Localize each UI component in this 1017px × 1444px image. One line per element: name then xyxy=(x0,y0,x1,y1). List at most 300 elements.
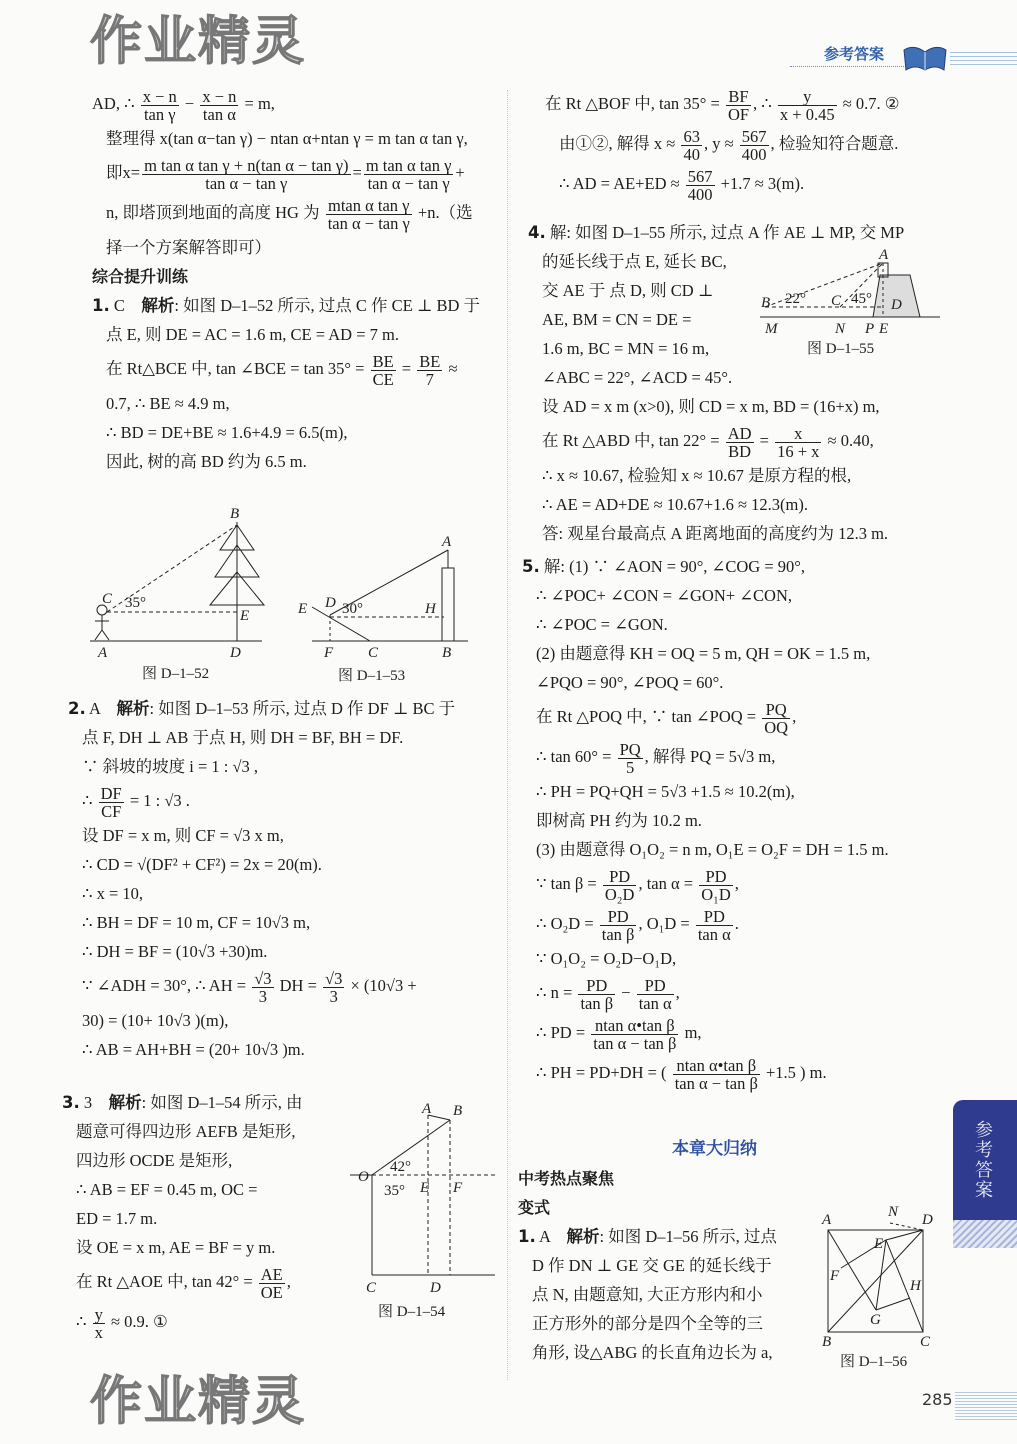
fraction-numerator: PQ xyxy=(619,739,641,759)
right-top-block xyxy=(545,84,955,204)
section-heading: 综合提升训练 xyxy=(92,267,189,286)
text-line xyxy=(62,1204,352,1233)
side-tab-label: 参考答案 xyxy=(972,1120,993,1200)
text-line xyxy=(68,850,498,879)
text-line xyxy=(545,84,955,124)
math-fraction xyxy=(591,1017,678,1052)
text-run: (3) 由题意得 O₁O₂ = n m, O₁E = O₂F = DH = 1.5 m. xyxy=(536,840,889,859)
fraction-denominator: 400 xyxy=(741,144,767,164)
text-line xyxy=(545,124,955,164)
text-run: = 1 : √3 . xyxy=(125,791,190,810)
text-line xyxy=(68,752,498,781)
fraction-denominator: O₂D xyxy=(604,884,635,904)
label-A: A xyxy=(822,1212,832,1228)
label-M: M xyxy=(765,321,778,337)
fraction-numerator: DF xyxy=(100,783,122,803)
label-D: D xyxy=(230,645,241,661)
text-run: − xyxy=(180,94,199,113)
text-run: 在 Rt △POQ 中, ∵ tan ∠POQ = xyxy=(536,707,761,726)
label-C: C xyxy=(102,591,113,607)
text-line xyxy=(522,668,942,697)
label-F: F xyxy=(830,1268,840,1284)
text-run: ≈ 0.40, xyxy=(823,431,874,450)
fraction-numerator: y xyxy=(778,88,837,106)
column-divider xyxy=(507,90,508,1380)
math-fraction xyxy=(603,868,637,903)
fraction-denominator: tan α − tan γ xyxy=(205,173,288,193)
text-line xyxy=(68,937,498,966)
text-run: ∴ AB = EF = 0.45 m, OC = xyxy=(76,1180,258,1199)
text-run: ED = 1.7 m. xyxy=(76,1209,158,1228)
math-fraction xyxy=(686,168,715,203)
text-line xyxy=(522,835,942,864)
math-fraction xyxy=(578,977,615,1012)
fraction-denominator: tan α − tan γ xyxy=(367,173,450,193)
text-run: ∴ ∠POC+ ∠CON = ∠GON+ ∠CON, xyxy=(536,586,792,605)
question-5-block xyxy=(522,552,942,1093)
text-line xyxy=(92,418,502,447)
text-line xyxy=(92,291,502,320)
label-angle: 30° xyxy=(342,601,363,617)
bold-label: 解析 xyxy=(108,1093,142,1112)
text-line xyxy=(522,1053,942,1093)
question-3-block xyxy=(62,1088,352,1342)
text-run: A xyxy=(85,699,117,718)
text-run: , xyxy=(792,707,797,726)
text-run: A xyxy=(535,1227,567,1246)
text-line xyxy=(62,1175,352,1204)
text-run: 题意可得四边形 AEFB 是矩形, xyxy=(76,1122,296,1141)
math-fraction xyxy=(726,88,751,123)
label-A: A xyxy=(442,534,452,550)
math-fraction xyxy=(681,128,702,163)
math-fraction xyxy=(618,741,643,776)
fraction-denominator: tan β xyxy=(580,993,614,1013)
side-tab[interactable] xyxy=(953,1100,1017,1220)
text-line xyxy=(528,490,948,519)
text-line xyxy=(522,552,942,581)
text-run: ∴ PH = PD+DH = ( xyxy=(536,1063,671,1082)
text-line xyxy=(92,84,502,124)
text-run: 择一个方案解答即可） xyxy=(106,238,271,257)
bold-label: 3. xyxy=(62,1093,80,1112)
text-run: ∵ tan β = xyxy=(536,874,601,893)
fraction-numerator: PD xyxy=(696,908,733,926)
text-line xyxy=(522,697,942,737)
text-line xyxy=(522,973,942,1013)
label-G: G xyxy=(870,1312,881,1328)
watermark-bottom: 作业精灵 xyxy=(90,1372,307,1432)
text-run: = xyxy=(397,359,416,378)
text-run: ∴ BD = DE+BE ≈ 1.6+4.9 = 6.5(m), xyxy=(106,423,348,442)
text-line xyxy=(528,218,948,247)
fraction-denominator: 40 xyxy=(683,144,700,164)
text-run: ∴ n = xyxy=(536,983,577,1002)
figure-caption: 图 D–1–52 xyxy=(142,666,210,682)
header-title: 参考答案 xyxy=(824,45,885,63)
text-run: = xyxy=(755,431,774,450)
fraction-denominator: OE xyxy=(260,1282,283,1302)
figure-caption: 图 D–1–56 xyxy=(840,1354,908,1370)
text-run: 在 Rt△BCE 中, tan ∠BCE = tan 35° = xyxy=(106,359,369,378)
label-D: D xyxy=(922,1212,933,1228)
header-decoration-lines xyxy=(950,52,1017,68)
fraction-denominator: 400 xyxy=(687,184,713,204)
label-B: B xyxy=(453,1103,463,1119)
math-fraction xyxy=(600,908,637,943)
text-run: : 如图 D–1–54 所示, 由 xyxy=(141,1093,303,1112)
fraction-denominator: tan α − tan β xyxy=(593,1033,677,1053)
text-run: ∵ 斜坡的坡度 i = 1 : √3 , xyxy=(82,757,259,776)
page-header xyxy=(790,40,1017,80)
math-fraction xyxy=(417,353,442,388)
text-run: = xyxy=(352,163,362,182)
text-run: 的延长线于点 E, 延长 BC, xyxy=(542,252,727,271)
label-A: A xyxy=(879,247,889,263)
text-run: 点 F, DH ⊥ AB 于点 H, 则 DH = BF, BH = DF. xyxy=(82,728,404,747)
text-run: 30) = (10+ 10√3 )(m), xyxy=(82,1011,229,1030)
math-fraction xyxy=(726,425,754,460)
math-fraction xyxy=(323,970,344,1005)
text-run: AD, ∴ xyxy=(92,94,139,113)
label-B: B xyxy=(230,506,240,522)
label-angle-42: 42° xyxy=(390,1159,411,1175)
math-fraction xyxy=(364,157,454,192)
text-run: , tan α = xyxy=(638,874,698,893)
label-E: E xyxy=(298,601,308,617)
figure-d155 xyxy=(755,245,945,360)
fraction-numerator: BE xyxy=(372,351,394,371)
fraction-denominator: x xyxy=(94,1322,103,1342)
text-line xyxy=(92,389,502,418)
math-fraction xyxy=(93,1306,105,1341)
label-N: N xyxy=(888,1204,899,1220)
text-line xyxy=(522,806,942,835)
label-F: F xyxy=(453,1180,463,1196)
text-line xyxy=(68,781,498,821)
fraction-numerator: x xyxy=(775,425,821,443)
fraction-numerator: PD xyxy=(637,977,674,995)
question-2-block xyxy=(68,694,498,1064)
text-line xyxy=(528,363,948,392)
fraction-denominator: 3 xyxy=(329,986,338,1006)
figure-caption: 图 D–1–53 xyxy=(338,668,406,684)
text-run: ∴ AE = AD+DE ≈ 10.67+1.6 ≈ 12.3(m). xyxy=(542,495,808,514)
text-run: 角形, 设△ABG 的长直角边长为 a, xyxy=(532,1343,773,1362)
text-run: 答: 观星台最高点 A 距离地面的高度约为 12.3 m. xyxy=(542,524,889,543)
text-run: 即树高 PH 约为 10.2 m. xyxy=(536,811,702,830)
math-fraction xyxy=(740,128,769,163)
text-run: 交 AE 于 点 D, 则 CD ⊥ xyxy=(542,281,714,300)
text-line xyxy=(68,694,498,723)
label-N: N xyxy=(835,321,846,337)
math-fraction xyxy=(142,157,350,192)
text-run: ∴ xyxy=(82,791,97,810)
fraction-denominator: O₁D xyxy=(701,884,731,904)
text-line xyxy=(62,1117,352,1146)
fraction-denominator: x + 0.45 xyxy=(779,104,835,124)
text-run: = m, xyxy=(240,94,275,113)
side-tab-stripe xyxy=(953,1220,1017,1248)
label-C: C xyxy=(368,645,379,661)
label-E: E xyxy=(420,1180,430,1196)
text-run: , 解得 PQ = 5√3 m, xyxy=(644,747,776,766)
bold-label: 解析 xyxy=(116,699,150,718)
math-fraction xyxy=(99,785,124,820)
open-book-icon xyxy=(900,40,950,74)
text-run: ∴ DH = BF = (10√3 +30)m. xyxy=(82,942,268,961)
text-line xyxy=(528,519,948,548)
fraction-numerator: PD xyxy=(600,908,637,926)
text-line xyxy=(528,421,948,461)
text-run: 在 Rt △ABD 中, tan 22° = xyxy=(542,431,724,450)
text-run: : 如图 D–1–56 所示, 过点 xyxy=(599,1227,777,1246)
section-heading: 中考热点聚焦 xyxy=(518,1169,615,1188)
fraction-numerator: 567 xyxy=(687,166,713,186)
bold-label: 解析 xyxy=(141,296,175,315)
label-H: H xyxy=(425,601,436,617)
text-run: 1.6 m, BC = MN = 16 m, xyxy=(542,339,710,358)
math-fraction xyxy=(775,425,821,460)
text-line xyxy=(92,447,502,476)
bold-label: 1. xyxy=(92,296,110,315)
fraction-denominator: tan α − tan β xyxy=(674,1073,758,1093)
text-run: ≈ 0.9. ① xyxy=(106,1312,168,1331)
bold-label: 2. xyxy=(68,699,86,718)
text-line xyxy=(92,124,502,153)
text-run: ∴ xyxy=(76,1312,91,1331)
text-line xyxy=(92,153,502,193)
label-C: C xyxy=(831,293,842,309)
fraction-numerator: m tan α tan γ + n(tan α − tan γ) xyxy=(144,155,349,175)
page-number-decoration xyxy=(955,1392,1017,1420)
text-run: + xyxy=(455,163,465,182)
text-line xyxy=(92,193,502,233)
math-fraction xyxy=(141,88,179,123)
text-run: DH = xyxy=(275,976,322,995)
bold-label: 解析 xyxy=(566,1227,600,1246)
text-run: 设 OE = x m, AE = BF = y m. xyxy=(76,1238,276,1257)
text-run: ∴ AD = AE+ED ≈ xyxy=(559,174,684,193)
bold-label: 1. xyxy=(518,1227,536,1246)
text-line xyxy=(518,1280,818,1309)
text-run: , xyxy=(734,874,739,893)
fraction-numerator: PD xyxy=(699,868,733,886)
label-P: P xyxy=(865,321,875,337)
text-line xyxy=(518,1222,818,1251)
text-line xyxy=(62,1262,352,1302)
fraction-denominator: OQ xyxy=(764,717,789,737)
text-run: 点 N, 由题意知, 大正方形内和小 xyxy=(532,1285,763,1304)
text-line xyxy=(528,392,948,421)
text-run: 即x= xyxy=(106,163,141,182)
text-run: : 如图 D–1–52 所示, 过点 C 作 CE ⊥ BD 于 xyxy=(174,296,481,315)
fraction-numerator: x − n xyxy=(202,86,237,106)
text-run: ∴ x = 10, xyxy=(82,884,144,903)
text-run: 由①②, 解得 x ≈ xyxy=(559,134,680,153)
text-run: , xyxy=(675,983,680,1002)
text-line xyxy=(68,723,498,752)
label-angle: 35° xyxy=(125,595,146,611)
fraction-numerator: √3 xyxy=(325,968,343,988)
text-run: ∵ ∠ADH = 30°, ∴ AH = xyxy=(82,976,251,995)
figure-d156 xyxy=(818,1200,943,1370)
label-F: F xyxy=(324,645,334,661)
fraction-numerator: PQ xyxy=(762,701,790,719)
text-line xyxy=(545,164,955,204)
text-run: 整理得 x(tan α−tan γ) − ntan α+ntan γ = m tan α tan γ, xyxy=(106,129,468,148)
text-line xyxy=(68,1035,498,1064)
math-fraction xyxy=(778,88,837,123)
text-run: ≈ xyxy=(444,359,458,378)
text-run: 0.7, ∴ BE ≈ 4.9 m, xyxy=(106,394,230,413)
text-line xyxy=(518,1309,818,1338)
text-run: 3 xyxy=(79,1093,109,1112)
text-run: 设 AD = x m (x>0), 则 CD = x m, BD = (16+x) m, xyxy=(542,397,880,416)
text-run: 四边形 OCDE 是矩形, xyxy=(76,1151,233,1170)
bold-label: 4. xyxy=(528,223,546,242)
text-line xyxy=(518,1251,818,1280)
math-fraction xyxy=(259,1266,285,1301)
text-run: ∴ PD = xyxy=(536,1023,590,1042)
fraction-numerator: AE xyxy=(260,1264,283,1284)
math-fraction xyxy=(252,970,273,1005)
text-run: , 检验知符合题意. xyxy=(770,134,899,153)
figure-caption: 图 D–1–54 xyxy=(378,1304,446,1320)
fraction-numerator: PD xyxy=(578,977,615,995)
text-run: ∠ABC = 22°, ∠ACD = 45°. xyxy=(542,368,733,387)
text-line xyxy=(522,610,942,639)
fraction-numerator: m tan α tan γ xyxy=(365,155,452,175)
fraction-denominator: tan α xyxy=(638,993,672,1013)
text-run: 解: (1) ∵ ∠AON = 90°, ∠COG = 90°, xyxy=(539,557,805,576)
text-run: 正方形外的部分是四个全等的三 xyxy=(532,1314,763,1333)
text-run: , y ≈ xyxy=(703,134,738,153)
text-line xyxy=(522,777,942,806)
text-line xyxy=(522,737,942,777)
text-run: ≈ 0.7. ② xyxy=(838,94,900,113)
label-A: A xyxy=(98,645,108,661)
text-run: ∵ O₁O₂ = O₂D−O₁D, xyxy=(536,949,677,968)
fraction-denominator: tan γ xyxy=(143,104,176,124)
fraction-denominator: tan α xyxy=(697,924,731,944)
fraction-numerator: BE xyxy=(419,351,441,371)
text-run: +1.5 ) m. xyxy=(761,1063,827,1082)
text-line xyxy=(522,864,942,904)
label-C: C xyxy=(920,1334,931,1350)
text-line xyxy=(92,349,502,389)
text-line xyxy=(518,1338,818,1367)
label-B: B xyxy=(761,295,771,311)
text-run: , xyxy=(286,1272,291,1291)
fraction-numerator: √3 xyxy=(254,968,272,988)
fraction-denominator: tan β xyxy=(601,924,635,944)
text-run: n, 即塔顶到地面的高度 HG 为 xyxy=(106,203,324,222)
math-fraction xyxy=(673,1057,760,1092)
math-fraction xyxy=(371,353,396,388)
label-D: D xyxy=(891,297,902,313)
variant-block xyxy=(518,1164,818,1367)
fraction-denominator: 7 xyxy=(425,369,434,389)
math-fraction xyxy=(762,701,790,736)
text-run: 在 Rt △AOE 中, tan 42° = xyxy=(76,1272,257,1291)
label-E: E xyxy=(240,608,250,624)
text-line xyxy=(62,1146,352,1175)
text-run: C xyxy=(109,296,142,315)
bold-label: 5. xyxy=(522,557,540,576)
text-line xyxy=(68,821,498,850)
fraction-denominator: 16 + x xyxy=(777,441,820,461)
text-line xyxy=(522,639,942,668)
label-D: D xyxy=(430,1280,441,1296)
math-fraction xyxy=(696,908,733,943)
math-fraction xyxy=(699,868,733,903)
fraction-denominator: tan α − tan γ xyxy=(327,213,410,233)
text-run: m, xyxy=(680,1023,702,1042)
text-run: 在 Rt △BOF 中, tan 35° = xyxy=(545,94,724,113)
fraction-denominator: CE xyxy=(372,369,394,389)
text-run: 点 E, 则 DE = AC = 1.6 m, CE = AD = 7 m. xyxy=(106,325,399,344)
figure-d152 xyxy=(90,522,264,641)
text-line xyxy=(68,879,498,908)
text-line xyxy=(522,1013,942,1053)
text-line xyxy=(522,581,942,610)
label-angle-45: 45° xyxy=(851,291,872,307)
text-run: (2) 由题意得 KH = OQ = 5 m, QH = OK = 1.5 m, xyxy=(536,644,871,663)
math-fraction xyxy=(200,88,238,123)
fraction-numerator: 567 xyxy=(741,126,767,146)
text-run: , O₁D = xyxy=(638,914,694,933)
text-line xyxy=(62,1302,352,1342)
text-line xyxy=(92,320,502,349)
text-run: ∴ PH = PQ+QH = 5√3 +1.5 ≈ 10.2(m), xyxy=(536,782,795,801)
label-B: B xyxy=(822,1334,832,1350)
text-run: AE, BM = CN = DE = xyxy=(542,310,692,329)
fraction-denominator: tan α xyxy=(202,104,236,124)
label-C: C xyxy=(366,1280,377,1296)
text-run: . xyxy=(734,914,739,933)
watermark-top: 作业精灵 xyxy=(90,12,307,72)
figure-d154 xyxy=(350,1095,505,1300)
fraction-numerator: mtan α tan γ xyxy=(326,197,412,215)
text-run: +1.7 ≈ 3(m). xyxy=(716,174,805,193)
text-run: × (10√3 + xyxy=(346,976,417,995)
math-fraction xyxy=(637,977,674,1012)
text-run: ∠PQO = 90°, ∠POQ = 60°. xyxy=(536,673,724,692)
fraction-numerator: y xyxy=(94,1304,103,1324)
text-run: 设 DF = x m, 则 CF = √3 x m, xyxy=(82,826,284,845)
text-run: 因此, 树的高 BD 约为 6.5 m. xyxy=(106,452,307,471)
fraction-denominator: 3 xyxy=(258,986,267,1006)
text-line xyxy=(62,1233,352,1262)
left-top-block xyxy=(92,84,502,476)
text-line xyxy=(68,966,498,1006)
fraction-denominator: OF xyxy=(727,104,750,124)
fraction-numerator: ntan α•tan β xyxy=(591,1017,678,1035)
math-fraction xyxy=(326,197,412,232)
section-title: 本章大归纳 xyxy=(672,1139,757,1159)
fraction-numerator: ntan α•tan β xyxy=(673,1057,760,1075)
text-run: 解: 如图 D–1–55 所示, 过点 A 作 AE ⊥ MP, 交 MP xyxy=(545,223,905,242)
label-E: E xyxy=(879,321,889,337)
fraction-denominator: BD xyxy=(728,441,752,461)
text-line xyxy=(68,908,498,937)
text-line xyxy=(522,904,942,944)
text-run: : 如图 D–1–53 所示, 过点 D 作 DF ⊥ BC 于 xyxy=(149,699,456,718)
fraction-denominator: CF xyxy=(101,801,122,821)
text-run: ∴ ∠POC = ∠GON. xyxy=(536,615,668,634)
text-line xyxy=(522,944,942,973)
